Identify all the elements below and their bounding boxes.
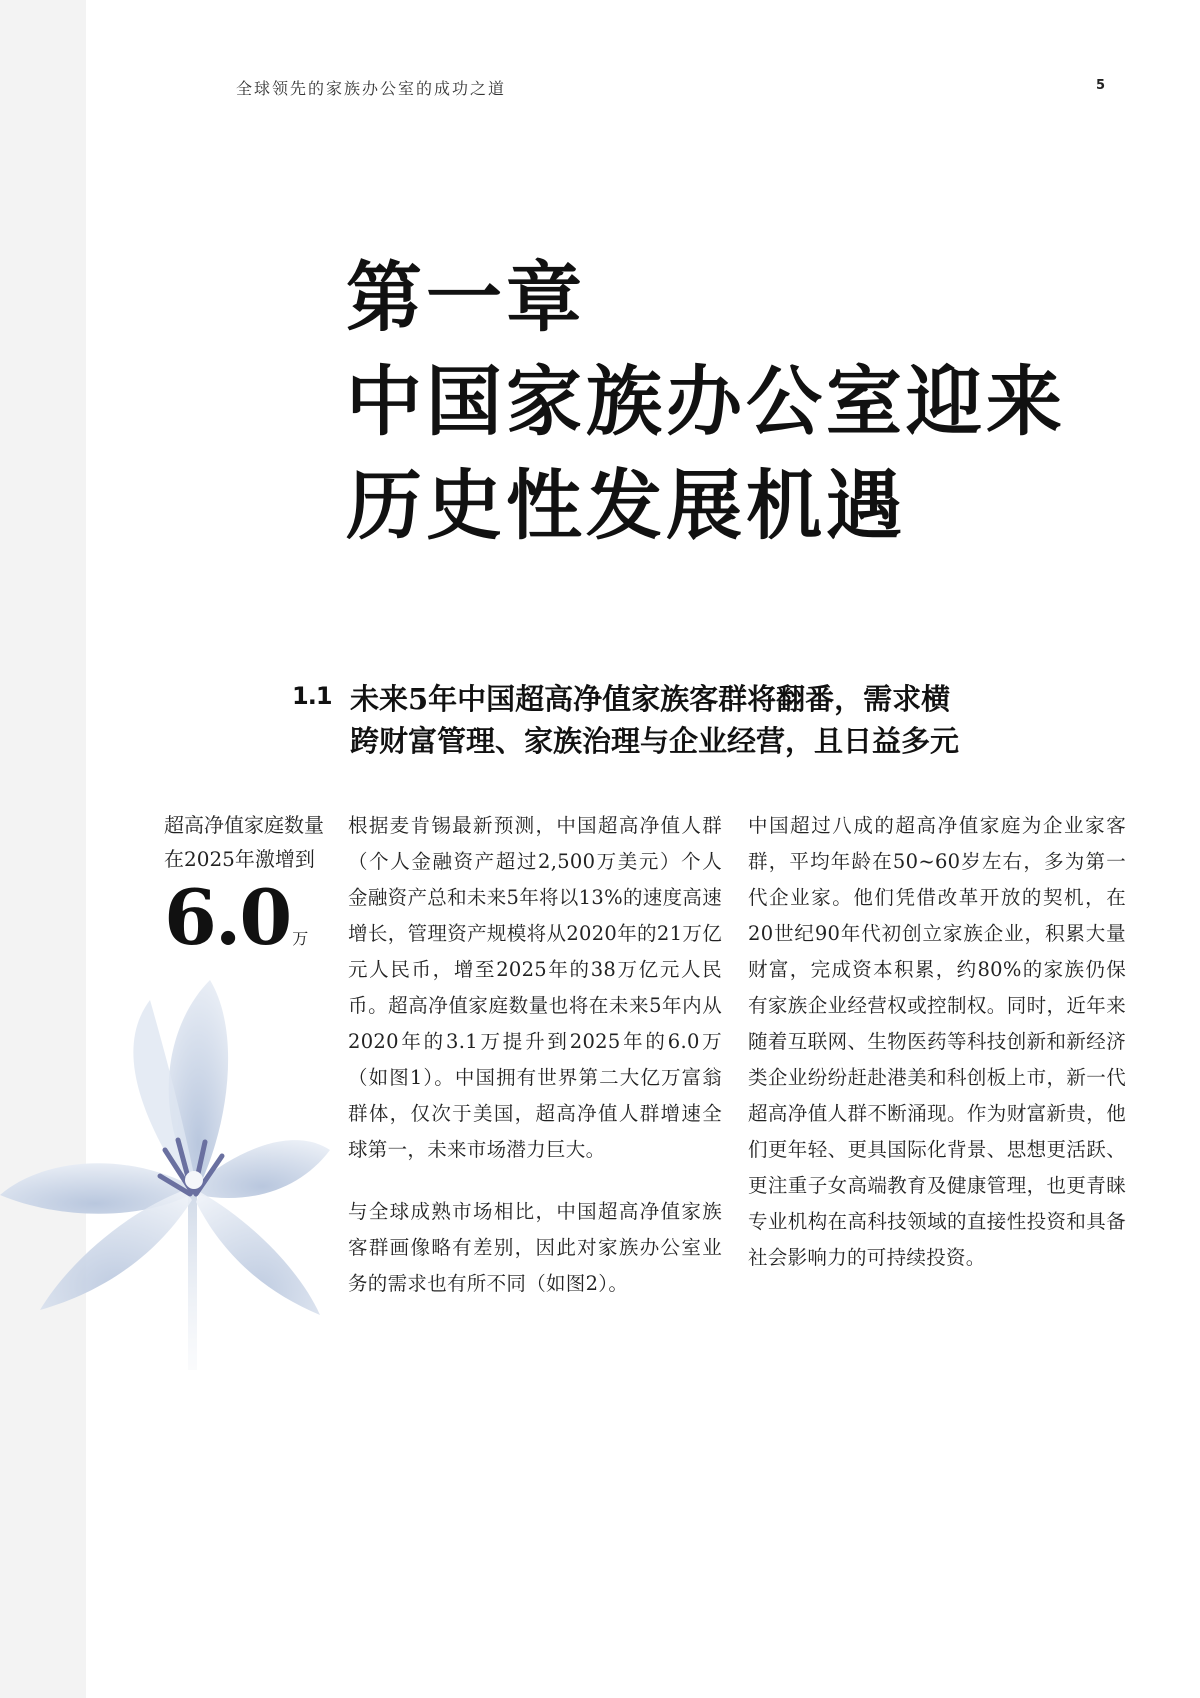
section-title-line: 跨财富管理、家族治理与企业经营，且日益多元: [350, 724, 960, 758]
stat-highlight: [164, 808, 334, 962]
stat-value: 6.0: [164, 873, 291, 962]
left-margin-strip: [0, 0, 86, 1698]
stat-label: 超高净值家庭数量在2025年激增到: [164, 813, 324, 871]
stat-value-row: [164, 873, 334, 962]
body-column-middle: [348, 808, 722, 1328]
body-paragraph: 根据麦肯锡最新预测，中国超高净值人群（个人金融资产超过2,500万美元）个人金融资产总和未来5年将以13%的速度高速增长，管理资产规模将从2020年的21万亿元人民币，增至2025年的38万亿元人民币。超高净值家庭数量也将在未来5年内从2020年的3.1万提升到2025年的6.0万（如图1）。中国拥有世界第二大亿万富翁群体，仅次于美国，超高净值人群增速全球第一，未来市场潜力巨大。: [348, 814, 722, 1161]
stat-unit: 万: [292, 929, 309, 948]
chapter-title: [346, 246, 1186, 558]
chapter-title-line: 中国家族办公室迎来: [346, 357, 1066, 446]
section-title: [350, 678, 1170, 762]
chapter-title-line: 历史性发展机遇: [346, 461, 906, 550]
chapter-title-line: 第一章: [346, 253, 586, 342]
section-title-line: 未来5年中国超高净值家族客群将翻番，需求横: [350, 682, 951, 716]
lily-flower-illustration: [0, 980, 330, 1370]
page-number: 5: [1096, 78, 1106, 93]
body-paragraph: 中国超过八成的超高净值家庭为企业家客群，平均年龄在50~60岁左右，多为第一代企业家。他们凭借改革开放的契机，在20世纪90年代初创立家族企业，积累大量财富，完成资本积累，约80%的家族仍保有家族企业经营权或控制权。同时，近年来随着互联网、生物医药等科技创新和新经济类企业纷纷赶赴港美和科创板上市，新一代超高净值人群不断涌现。作为财富新贵，他们更年轻、更具国际化背景、思想更活跃、更注重子女高端教育及健康管理，也更青睐专业机构在高科技领域的直接性投资和具备社会影响力的可持续投资。: [748, 814, 1126, 1269]
section-number: 1.1: [292, 682, 332, 710]
running-header: 全球领先的家族办公室的成功之道: [236, 79, 507, 98]
body-paragraph: 与全球成熟市场相比，中国超高净值家族客群画像略有差别，因此对家族办公室业务的需求也有所不同（如图2）。: [348, 1200, 722, 1295]
body-column-right: [748, 808, 1126, 1302]
